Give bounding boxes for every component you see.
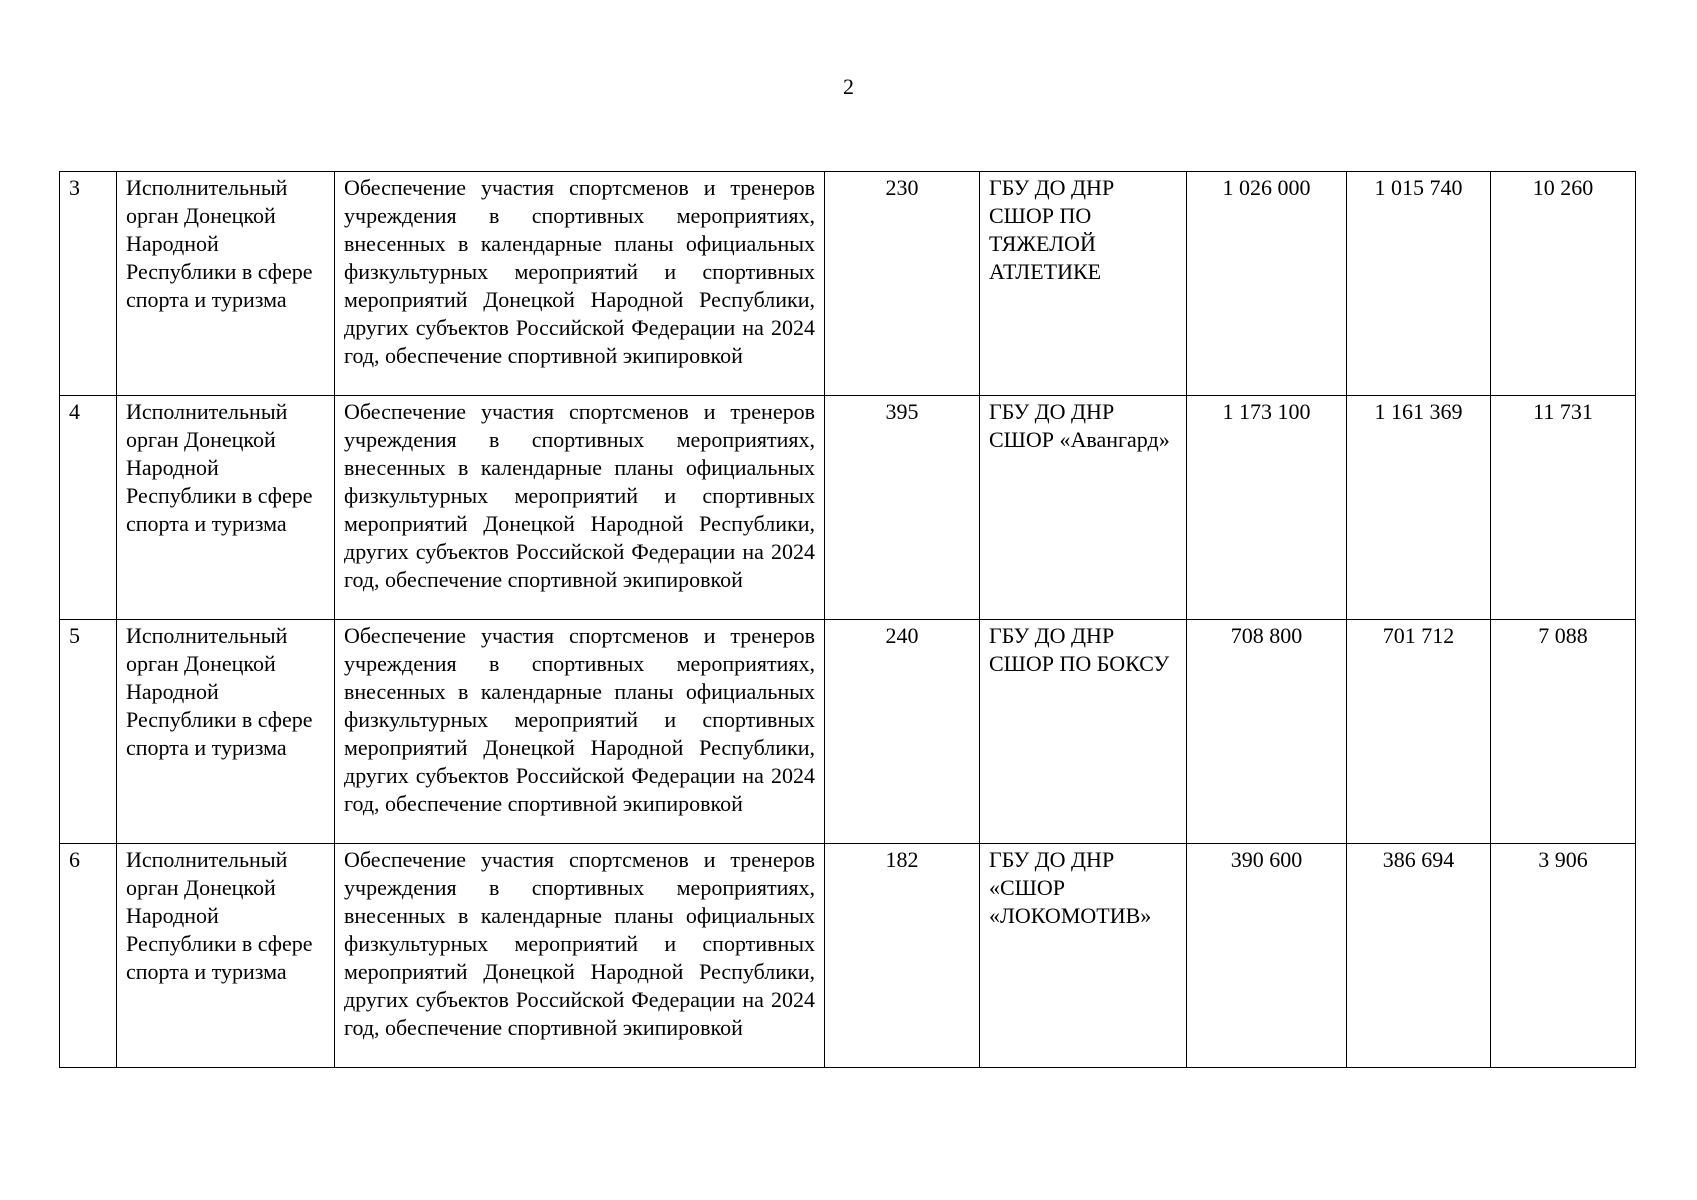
total-amount-cell: 708 800 <box>1187 620 1347 844</box>
authority-cell: Исполнительный орган Донецкой Народной Республики в сфере спорта и туризма <box>117 844 335 1068</box>
row-number: 4 <box>60 396 117 620</box>
table-row <box>60 172 1636 396</box>
description-cell: Обеспечение участия спортсменов и тренеров учреждения в спортивных мероприятиях, внесенных в календарные планы официальных физкультурных мероприятий и спортивных мероприятий Донецкой Народной Республики, других субъектов Российской Федерации на 2024 год, обеспечение спортивной экипировкой <box>335 844 825 1068</box>
table-row <box>60 396 1636 620</box>
federal-amount-cell: 1 015 740 <box>1347 172 1491 396</box>
description-cell: Обеспечение участия спортсменов и тренеров учреждения в спортивных мероприятиях, внесенных в календарные планы официальных физкультурных мероприятий и спортивных мероприятий Донецкой Народной Республики, других субъектов Российской Федерации на 2024 год, обеспечение спортивной экипировкой <box>335 620 825 844</box>
description-cell: Обеспечение участия спортсменов и тренеров учреждения в спортивных мероприятиях, внесенных в календарные планы официальных физкультурных мероприятий и спортивных мероприятий Донецкой Народной Республики, других субъектов Российской Федерации на 2024 год, обеспечение спортивной экипировкой <box>335 172 825 396</box>
federal-amount-cell: 1 161 369 <box>1347 396 1491 620</box>
quantity-cell: 395 <box>825 396 980 620</box>
authority-cell: Исполнительный орган Донецкой Народной Республики в сфере спорта и туризма <box>117 172 335 396</box>
regional-amount-cell: 3 906 <box>1491 844 1636 1068</box>
description-cell: Обеспечение участия спортсменов и тренеров учреждения в спортивных мероприятиях, внесенных в календарные планы официальных физкультурных мероприятий и спортивных мероприятий Донецкой Народной Республики, других субъектов Российской Федерации на 2024 год, обеспечение спортивной экипировкой <box>335 396 825 620</box>
regional-amount-cell: 10 260 <box>1491 172 1636 396</box>
table-row <box>60 844 1636 1068</box>
recipient-cell: ГБУ ДО ДНР СШОР ПО БОКСУ <box>980 620 1187 844</box>
total-amount-cell: 390 600 <box>1187 844 1347 1068</box>
table-row <box>60 620 1636 844</box>
quantity-cell: 240 <box>825 620 980 844</box>
page-number: 2 <box>843 74 854 99</box>
total-amount-cell: 1 026 000 <box>1187 172 1347 396</box>
federal-amount-cell: 386 694 <box>1347 844 1491 1068</box>
data-table <box>59 171 1636 1068</box>
federal-amount-cell: 701 712 <box>1347 620 1491 844</box>
total-amount-cell: 1 173 100 <box>1187 396 1347 620</box>
quantity-cell: 182 <box>825 844 980 1068</box>
row-number: 6 <box>60 844 117 1068</box>
authority-cell: Исполнительный орган Донецкой Народной Республики в сфере спорта и туризма <box>117 620 335 844</box>
regional-amount-cell: 11 731 <box>1491 396 1636 620</box>
recipient-cell: ГБУ ДО ДНР СШОР «Авангард» <box>980 396 1187 620</box>
row-number: 3 <box>60 172 117 396</box>
regional-amount-cell: 7 088 <box>1491 620 1636 844</box>
recipient-cell: ГБУ ДО ДНР «СШОР «ЛОКОМОТИВ» <box>980 844 1187 1068</box>
row-number: 5 <box>60 620 117 844</box>
recipient-cell: ГБУ ДО ДНР СШОР ПО ТЯЖЕЛОЙ АТЛЕТИКЕ <box>980 172 1187 396</box>
authority-cell: Исполнительный орган Донецкой Народной Республики в сфере спорта и туризма <box>117 396 335 620</box>
quantity-cell: 230 <box>825 172 980 396</box>
